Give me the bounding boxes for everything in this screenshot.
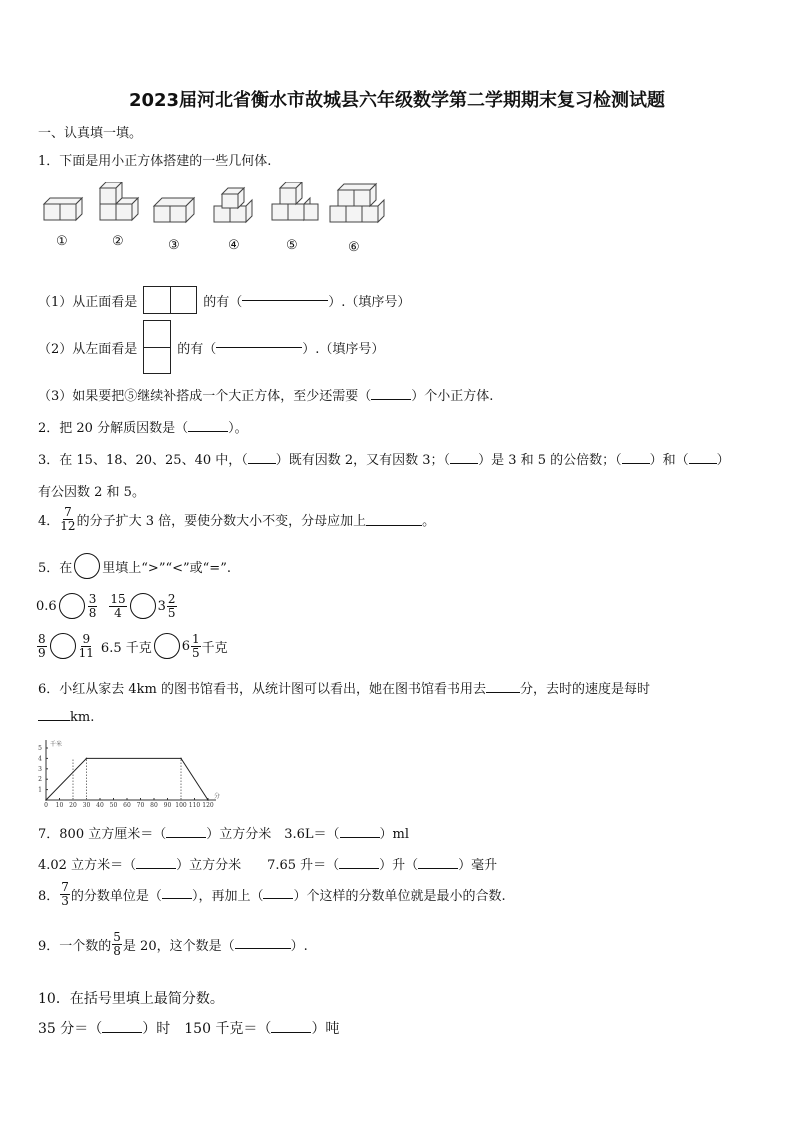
answer-blank[interactable] bbox=[622, 462, 650, 464]
compare-circle[interactable] bbox=[50, 633, 76, 659]
answer-blank[interactable] bbox=[486, 691, 520, 693]
fraction: $\frac{5}{8}$ bbox=[113, 930, 121, 958]
x-tick-label: 60 bbox=[123, 802, 131, 808]
figure-label-1: ① bbox=[56, 234, 68, 249]
question-7: 7．800 立方厘米＝（ ）立方分米 3.6L＝（ ）ml bbox=[38, 827, 410, 842]
cube-figure-2 bbox=[100, 182, 138, 220]
question-5: 5．在 里填上“>”“<”或“=”. bbox=[38, 553, 231, 579]
fraction: $\frac{7}{12}$ bbox=[60, 505, 76, 533]
x-tick-label: 110 bbox=[188, 802, 201, 808]
x-tick-label: 90 bbox=[163, 802, 172, 808]
question-6-line-2: km. bbox=[38, 710, 94, 725]
answer-blank[interactable] bbox=[450, 462, 478, 464]
y-tick-label: 1 bbox=[38, 786, 42, 794]
x-tick-label: 10 bbox=[55, 802, 64, 808]
question-6: 6．小红从家去 4km 的图书馆看书，从统计图可以看出，她在图书馆看书用去 分，去时的速度是每时 bbox=[38, 682, 651, 697]
answer-blank[interactable] bbox=[162, 897, 192, 899]
series-line bbox=[46, 758, 208, 800]
left-view-shape bbox=[143, 320, 171, 374]
answer-blank[interactable] bbox=[38, 719, 70, 721]
y-axis-unit: 千米 bbox=[50, 741, 63, 748]
series-point bbox=[45, 799, 47, 801]
y-tick-label: 4 bbox=[38, 755, 42, 763]
question-7-line-2: 4.02 立方米＝（ ）立方分米 7.65 升＝（ ）升（ ）毫升 bbox=[38, 858, 498, 873]
answer-blank[interactable] bbox=[166, 836, 206, 838]
x-tick-label: 100 bbox=[175, 802, 187, 808]
figure-label-3: ③ bbox=[168, 238, 180, 253]
x-axis-unit: 分 bbox=[214, 793, 221, 800]
cube-figures bbox=[38, 182, 398, 262]
answer-blank[interactable] bbox=[366, 524, 422, 526]
answer-blank[interactable] bbox=[216, 346, 302, 348]
question-5-row-2: $\frac{8}{9}$ $\frac{9}{11}$ 6.5 千克 6 $\frac{1}{5}$ 千克 bbox=[38, 632, 228, 660]
answer-blank[interactable] bbox=[271, 1031, 311, 1033]
question-1-part-2: （2）从左面看是 的有（ ）.（填序号） bbox=[38, 320, 384, 374]
cube-figure-4 bbox=[214, 188, 252, 222]
x-tick-label: 40 bbox=[96, 802, 104, 808]
figure-label-6: ⑥ bbox=[348, 240, 360, 255]
answer-blank[interactable] bbox=[339, 867, 379, 869]
question-4: 4． $\frac{7}{12}$ 的分子扩大 3 倍，要使分数大小不变，分母应加上 。 bbox=[38, 505, 436, 533]
y-tick-label: 3 bbox=[38, 765, 42, 773]
question-1-part-1: （1）从正面看是 的有（ ）.（填序号） bbox=[38, 286, 410, 314]
question-3-line-2: 有公因数 2 和 5。 bbox=[38, 485, 145, 500]
page-title: 2023届河北省衡水市故城县六年级数学第二学期期末复习检测试题 bbox=[128, 90, 666, 111]
answer-blank[interactable] bbox=[340, 836, 380, 838]
x-tick-label: 0 bbox=[44, 802, 48, 808]
answer-blank[interactable] bbox=[418, 867, 458, 869]
answer-blank[interactable] bbox=[242, 299, 328, 301]
fraction: $\frac{7}{3}$ bbox=[61, 880, 69, 908]
answer-blank[interactable] bbox=[235, 947, 291, 949]
cube-figure-5 bbox=[272, 182, 318, 220]
series-point bbox=[86, 758, 88, 760]
figure-label-2: ② bbox=[112, 234, 124, 249]
cube-figure-1 bbox=[44, 198, 82, 220]
question-9: 9．一个数的 $\frac{5}{8}$ 是 20，这个数是（ ）. bbox=[38, 930, 308, 958]
answer-blank[interactable] bbox=[102, 1031, 142, 1033]
y-tick-label: 2 bbox=[38, 776, 42, 784]
question-5-row-1: 0.6 $\frac{3}{8}$ $\frac{15}{4}$ 3 $\frac{2}{5}$ bbox=[36, 592, 176, 620]
x-tick-label: 20 bbox=[69, 802, 77, 808]
answer-blank[interactable] bbox=[263, 897, 293, 899]
compare-circle[interactable] bbox=[59, 593, 85, 619]
front-view-shape bbox=[143, 286, 197, 314]
section-heading: 一、认真填一填。 bbox=[38, 126, 143, 141]
answer-blank[interactable] bbox=[188, 430, 228, 432]
series-point bbox=[207, 799, 209, 801]
answer-blank[interactable] bbox=[248, 462, 276, 464]
compare-circle[interactable] bbox=[130, 593, 156, 619]
figure-label-5: ⑤ bbox=[286, 238, 298, 253]
x-tick-label: 80 bbox=[150, 802, 158, 808]
question-1-stem: 1．下面是用小正方体搭建的一些几何体. bbox=[38, 154, 272, 169]
compare-circle-icon bbox=[74, 553, 100, 579]
x-tick-label: 50 bbox=[109, 802, 118, 808]
x-tick-label: 30 bbox=[82, 802, 91, 808]
question-2: 2．把 20 分解质因数是（ ）。 bbox=[38, 421, 248, 436]
question-3: 3．在 15、18、20、25、40 中，（ ）既有因数 2，又有因数 3；（ ）是 3 和 5 的公倍数；（ ）和（ ） bbox=[38, 453, 730, 468]
answer-blank[interactable] bbox=[371, 398, 411, 400]
series-point bbox=[180, 758, 182, 760]
x-tick-label: 120 bbox=[202, 802, 214, 808]
answer-blank[interactable] bbox=[136, 867, 176, 869]
question-10-stem: 10．在括号里填上最简分数。 bbox=[38, 991, 224, 1007]
answer-blank[interactable] bbox=[689, 462, 717, 464]
figure-label-4: ④ bbox=[228, 238, 240, 253]
cube-figure-6 bbox=[330, 184, 384, 222]
question-8: 8． $\frac{7}{3}$ 的分数单位是（ ），再加上（ ）个这样的分数单位就是最小的合数. bbox=[38, 880, 506, 908]
x-tick-label: 70 bbox=[136, 802, 145, 808]
y-tick-label: 5 bbox=[38, 745, 42, 752]
distance-time-chart bbox=[32, 738, 222, 808]
compare-circle[interactable] bbox=[154, 633, 180, 659]
question-10: 35 分＝（ ）时 150 千克＝（ ）吨 bbox=[38, 1021, 340, 1037]
cube-figure-3 bbox=[154, 198, 194, 222]
question-1-part-3: （3）如果要把⑤继续补搭成一个大正方体，至少还需要（ ）个小正方体. bbox=[38, 389, 494, 404]
